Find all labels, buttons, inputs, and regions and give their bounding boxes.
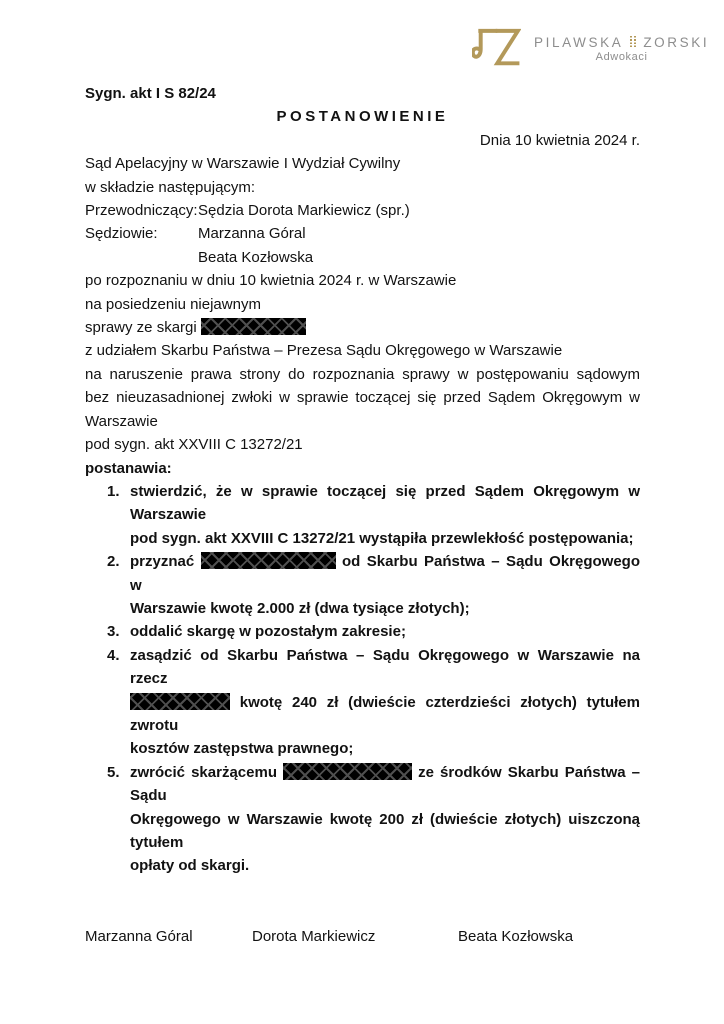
resolution-text: Warszawie kwotę 2.000 zł (dwa tysiące złotych);: [130, 599, 470, 617]
signature-name: Dorota Markiewicz: [252, 927, 376, 945]
complainant-line: [85, 316, 640, 339]
redacted-name: [130, 693, 230, 710]
presiding-judge: Sędzia Dorota Markiewicz (spr.): [198, 202, 410, 220]
resolution-line: [130, 808, 640, 855]
resolution-number: 4.: [107, 646, 120, 664]
recital-line: na posiedzeniu niejawnym: [85, 295, 261, 313]
resolution-item: [85, 480, 640, 550]
resolution-text: oddalić skargę w pozostałym zakresie;: [130, 623, 406, 641]
redacted-name: [201, 552, 336, 569]
resolution-line: [130, 480, 640, 527]
recital-line: z udziałem Skarbu Państwa – Prezesa Sądu Okręgowego w Warszawie: [85, 342, 563, 360]
recital-line: po rozpoznaniu w dniu 10 kwietnia 2024 r. w Warszawie: [85, 272, 457, 290]
resolution-number: 1.: [107, 482, 120, 500]
resolution-text: kosztów zastępstwa prawnego;: [130, 740, 354, 758]
resolution-number: 5.: [107, 763, 120, 781]
resolution-line: [130, 644, 640, 691]
resolution-item: [85, 550, 640, 620]
resolution-line: [130, 620, 640, 643]
resolution-line: [130, 854, 640, 877]
redacted-name: [283, 763, 412, 780]
presiding-label: Przewodniczący:: [85, 202, 198, 220]
resolution-text: zasądzić od Skarbu Państwa – Sądu Okręgowego w Warszawie na rzecz: [130, 646, 640, 688]
resolution-text: ze środków Skarbu Państwa – Sądu: [130, 763, 640, 805]
resolution-text: zwrócić skarżącemu: [130, 763, 284, 781]
subject-line: bez nieuzasadnionej zwłoki w sprawie toczącej się przed Sądem Okręgowym w Warszawie: [85, 389, 640, 430]
firm-name: [534, 35, 709, 50]
law-firm-logo: [472, 26, 709, 69]
composition-intro: w składzie następującym:: [85, 178, 256, 196]
resolution-text: opłaty od skargi.: [130, 857, 250, 875]
resolution-line: [130, 761, 640, 808]
resolution-text: stwierdzić, że w sprawie toczącej się przed Sądem Okręgowym w Warszawie: [130, 482, 640, 524]
resolutions-list: [85, 480, 640, 878]
document-title: POSTANOWIENIE: [276, 108, 449, 126]
signatures-row: [85, 925, 640, 948]
resolution-line: [130, 550, 640, 597]
case-number: Sygn. akt I S 82/24: [85, 85, 216, 102]
court-name: Sąd Apelacyjny w Warszawie I Wydział Cywilny: [85, 155, 401, 173]
resolution-number: 3.: [107, 623, 120, 641]
presiding-judge-row: [85, 199, 640, 222]
law-firm-name-block: [534, 35, 709, 63]
document-body: [85, 82, 640, 948]
decision-intro: postanawia:: [85, 459, 172, 477]
judge-name: Beata Kozłowska: [198, 248, 314, 266]
judges-row: [85, 222, 640, 245]
judges-row: [85, 246, 640, 269]
resolution-line: [130, 691, 640, 738]
resolution-line: [130, 597, 640, 620]
redacted-name: [201, 318, 306, 335]
complainant-prefix: sprawy ze skargi: [85, 319, 201, 337]
resolution-item: [85, 761, 640, 878]
signature-name: Marzanna Góral: [85, 927, 193, 945]
subject-line: na naruszenie prawa strony do rozpoznania sprawy w postępowaniu sądowym: [85, 365, 640, 383]
resolution-text: kwotę 240 zł (dwieście czterdzieści złotych) tytułem zwrotu: [130, 693, 640, 734]
subject-line: pod sygn. akt XXVIII C 13272/21: [85, 436, 303, 454]
resolution-text: od Skarbu Państwa – Sądu Okręgowego w: [130, 553, 640, 594]
resolution-item: [85, 620, 640, 643]
resolution-text: pod sygn. akt XXVIII C 13272/21 wystąpiła przewlekłość postępowania;: [130, 529, 634, 547]
firm-subtitle: Adwokaci: [595, 51, 648, 63]
resolution-text: przyznać: [130, 553, 201, 571]
date-line: Dnia 10 kwietnia 2024 r.: [479, 131, 640, 149]
resolution-number: 2.: [107, 553, 120, 571]
resolution-text: Okręgowego w Warszawie kwotę 200 zł (dwieście złotych) uiszczoną tytułem: [130, 810, 640, 851]
resolution-line: [130, 737, 640, 760]
pz-monogram-icon: [472, 26, 521, 69]
double-bar-separator-icon: [630, 36, 636, 50]
judge-name: Marzanna Góral: [198, 225, 306, 243]
firm-name-right: ZORSKI: [643, 35, 710, 50]
resolution-item: [85, 644, 640, 761]
firm-name-left: PILAWSKA: [534, 35, 624, 50]
judges-label: Sędziowie:: [85, 225, 158, 243]
resolution-line: [130, 527, 640, 550]
signature-name: Beata Kozłowska: [458, 927, 574, 945]
